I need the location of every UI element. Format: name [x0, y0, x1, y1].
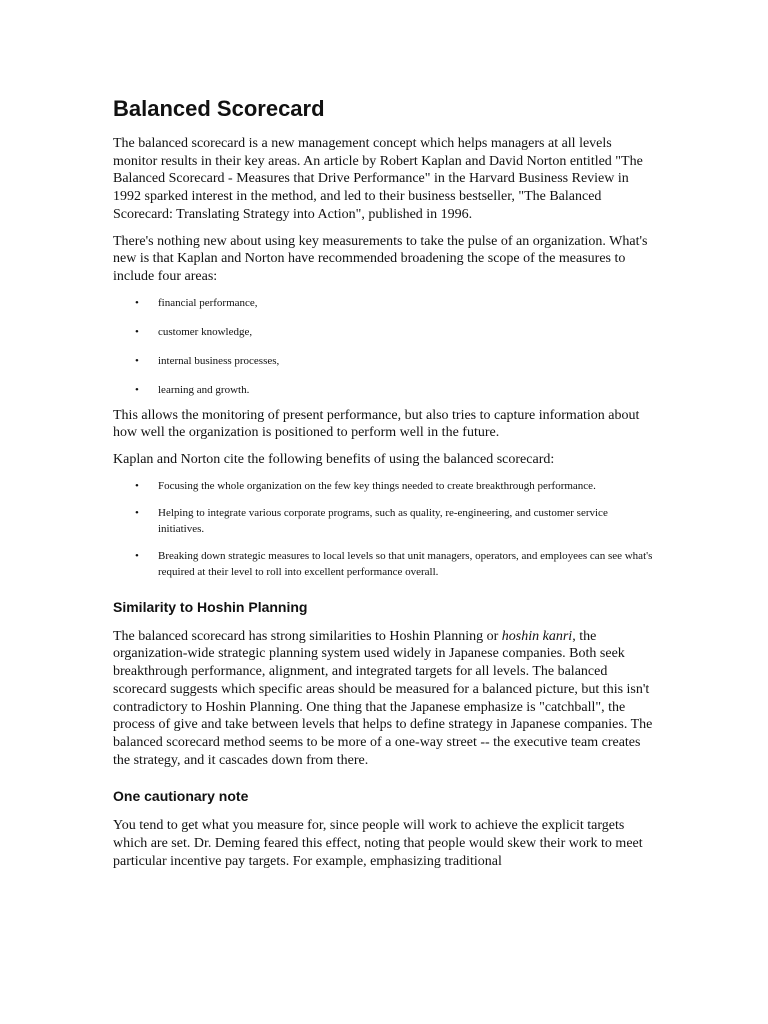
hoshin-paragraph: The balanced scorecard has strong similarities to Hoshin Planning or hoshin kanri, the organization-wide strategic planning system used widely in Japanese companies. Both seek breakthrough performance, alignment, and integrated targets for all levels. The balanced scorecard suggests which specific areas should be measured for a balanced picture, but this isn't contradictory to Hoshin Planning. One thing that the Japanese emphasize is "catchball", the process of give and take between levels that helps to define strategy in Japanese companies. The balanced scorecard method seems to be more of a one-way street -- the executive team creates the strategy, and it cascades down from there. [113, 628, 653, 768]
caution-paragraph: You tend to get what you measure for, since people will work to achieve the explicit targets which are set. Dr. Deming feared this effect, noting that people would skew their work to meet particular incentive pay targets. For example, emphasizing traditional [113, 818, 643, 869]
bullet-icon: • [135, 325, 139, 338]
monitoring-paragraph: This allows the monitoring of present performance, but also tries to capture information about how well the organization is positioned to perform well in the future. [113, 407, 640, 441]
intro-paragraph-1: The balanced scorecard is a new management concept which helps managers at all levels monitor results in their key areas. An article by Robert Kaplan and David Norton entitled "The Balanced Scorecard - Measures that Drive Performance" in the Harvard Business Review in 1992 sparked interest in the method, and led to their business bestseller, "The Balanced Scorecard: Translating Strategy into Action", published in 1996. [113, 136, 643, 222]
list-item: • learning and growth. [135, 383, 250, 396]
benefits-list [113, 478, 653, 580]
list-item: • internal business processes, [135, 354, 280, 367]
bullet-icon: • [135, 549, 139, 562]
caution-heading: One cautionary note [113, 788, 249, 805]
document-page [113, 96, 653, 879]
page-title: Balanced Scorecard [113, 96, 325, 121]
list-item: • financial performance, [135, 296, 258, 309]
benefits-intro: Kaplan and Norton cite the following benefits of using the balanced scorecard: [113, 452, 555, 468]
hoshin-kanri-term: hoshin kanri [501, 628, 573, 644]
areas-list [113, 295, 653, 398]
list-item: • Focusing the whole organization on the few key things needed to create breakthrough performance. [135, 479, 596, 492]
bullet-icon: • [135, 383, 139, 396]
bullet-icon: • [135, 354, 139, 367]
intro-paragraph-2: There's nothing new about using key measurements to take the pulse of an organization. What's new is that Kaplan and Norton have recommended broadening the scope of the measures to include four areas: [113, 233, 648, 284]
list-item: • customer knowledge, [135, 325, 253, 338]
bullet-icon: • [135, 479, 139, 492]
bullet-icon: • [135, 296, 139, 309]
list-item: • Breaking down strategic measures to local levels so that unit managers, operators, and employees can see what's required at their level to roll into excellent performance overall. [135, 549, 653, 578]
list-item: • Helping to integrate various corporate programs, such as quality, re-engineering, and customer service initiatives. [135, 506, 608, 535]
hoshin-heading: Similarity to Hoshin Planning [113, 598, 308, 615]
bullet-icon: • [135, 506, 139, 519]
